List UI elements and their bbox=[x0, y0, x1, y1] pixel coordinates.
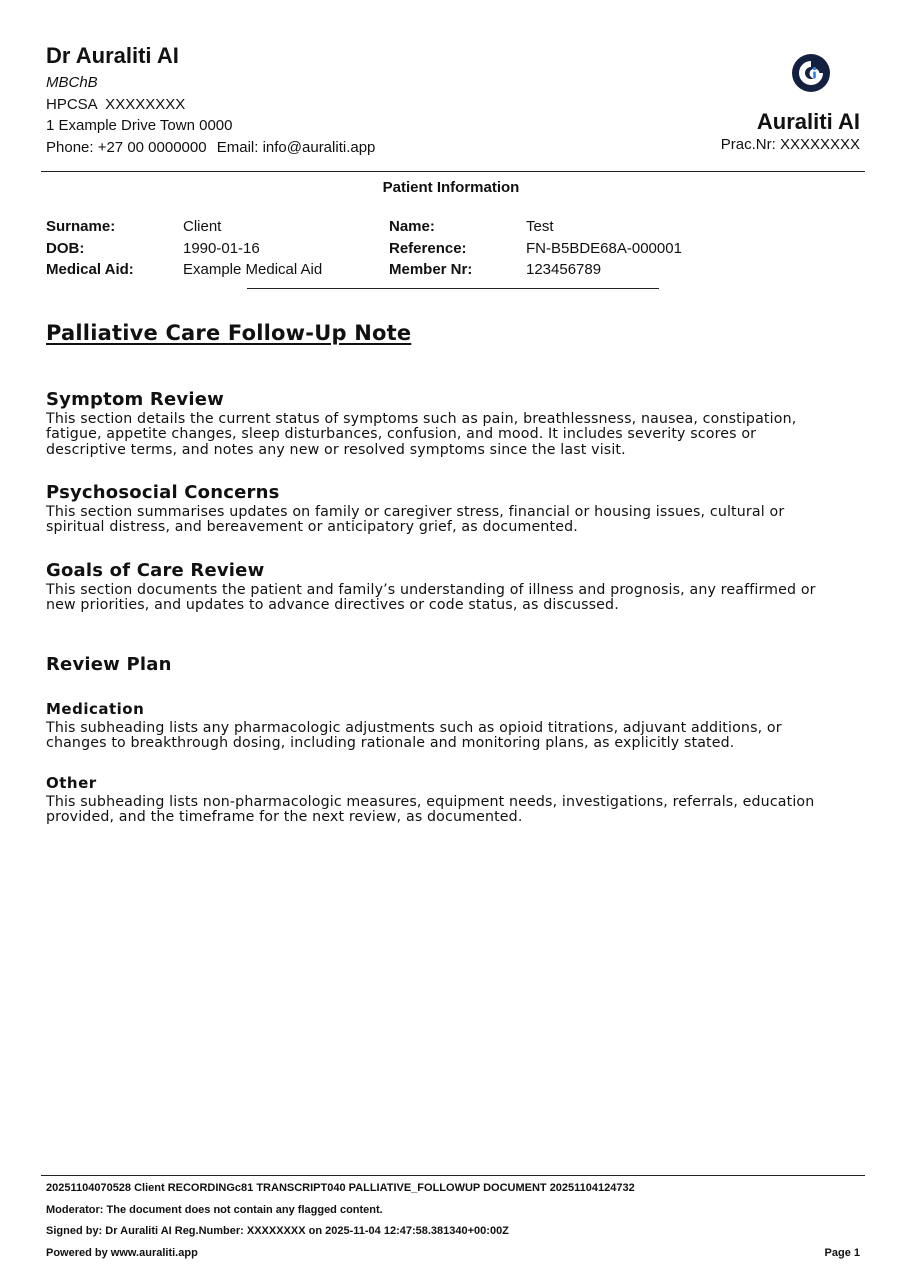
section-text bbox=[46, 795, 862, 826]
text-line: changes to breakthrough dosing, including rationale and monitoring plans, as explicitly stated. bbox=[46, 735, 735, 752]
medication-subsection bbox=[46, 699, 862, 752]
text-line: This subheading lists non-pharmacologic measures, equipment needs, investigations, referrals, education bbox=[46, 794, 815, 810]
reference-value: FN-B5BDE68A-000001 bbox=[526, 239, 682, 257]
dob-label: DOB: bbox=[46, 239, 85, 257]
surname-label: Surname: bbox=[46, 218, 116, 235]
footer-divider bbox=[41, 1175, 865, 1176]
auraliti-logo-icon bbox=[790, 52, 832, 94]
phone-number: Phone: +27 00 0000000 bbox=[46, 138, 207, 156]
name-value: Test bbox=[526, 218, 554, 235]
name-label: Name: bbox=[389, 218, 435, 235]
section-heading: Goals of Care Review bbox=[46, 560, 265, 581]
document-footer bbox=[46, 1178, 860, 1264]
text-line: fatigue, appetite changes, sleep disturbances, confusion, and mood. It includes severity scores or bbox=[46, 426, 757, 443]
signature-line: Signed by: Dr Auraliti AI Reg.Number: XXXXXXXX on 2025-11-04 12:47:58.381340+00:00Z bbox=[46, 1225, 509, 1237]
section-text bbox=[46, 412, 862, 458]
document-title: Palliative Care Follow-Up Note bbox=[46, 321, 412, 345]
note-body bbox=[46, 318, 862, 826]
practice-details bbox=[640, 40, 860, 158]
header-divider bbox=[41, 171, 865, 172]
member-nr-value: 123456789 bbox=[526, 261, 602, 278]
patient-info-table bbox=[46, 216, 746, 281]
medical-aid-label: Medical Aid: bbox=[46, 261, 134, 278]
section-text bbox=[46, 721, 862, 752]
goals-of-care-section bbox=[46, 559, 862, 614]
patient-info-divider bbox=[247, 288, 659, 289]
section-heading: Symptom Review bbox=[46, 389, 224, 410]
text-line: This subheading lists any pharmacologic adjustments such as opioid titrations, adjuvant additions, or bbox=[46, 720, 782, 736]
practice-number: Prac.Nr: XXXXXXXX bbox=[720, 136, 860, 153]
text-line: spiritual distress, and bereavement or anticipatory grief, as documented. bbox=[46, 519, 578, 536]
moderator-line: Moderator: The document does not contain any flagged content. bbox=[46, 1203, 383, 1216]
hpcsa-number: HPCSA XXXXXXXX bbox=[46, 95, 186, 113]
document-id-line: 20251104070528 Client RECORDINGc81 TRANSCRIPT040 PALLIATIVE_FOLLOWUP DOCUMENT 20251104124732 bbox=[46, 1182, 635, 1194]
text-line: This section documents the patient and family’s understanding of illness and prognosis, any reaffirmed or bbox=[46, 582, 816, 598]
section-text bbox=[46, 505, 862, 536]
document-header bbox=[46, 40, 860, 158]
text-line: provided, and the timeframe for the next review, as documented. bbox=[46, 809, 523, 826]
dob-value: 1990-01-16 bbox=[183, 239, 260, 257]
text-line: This section details the current status of symptoms such as pain, breathlessness, nausea, constipation, bbox=[46, 411, 797, 427]
review-plan-section bbox=[46, 653, 862, 677]
powered-by-link[interactable]: Powered by www.auraliti.app bbox=[46, 1246, 198, 1259]
medical-aid-value: Example Medical Aid bbox=[183, 261, 323, 278]
patient-row bbox=[46, 238, 746, 260]
doctor-qualification: MBChB bbox=[46, 74, 98, 91]
patient-row bbox=[46, 259, 746, 281]
patient-info-title: Patient Information bbox=[382, 179, 520, 196]
reference-label: Reference: bbox=[389, 239, 467, 257]
psychosocial-section bbox=[46, 481, 862, 536]
subsection-heading: Other bbox=[46, 774, 97, 792]
section-heading: Psychosocial Concerns bbox=[46, 482, 280, 503]
email-address: Email: info@auraliti.app bbox=[216, 138, 376, 156]
practice-name: Auraliti AI bbox=[756, 109, 860, 134]
symptom-review-section bbox=[46, 388, 862, 458]
contact-line bbox=[46, 137, 375, 159]
surname-value: Client bbox=[183, 218, 222, 235]
text-line: This section summarises updates on family or caregiver stress, financial or housing issues, cultural or bbox=[46, 504, 785, 520]
text-line: descriptive terms, and notes any new or resolved symptoms since the last visit. bbox=[46, 441, 626, 458]
member-nr-label: Member Nr: bbox=[389, 261, 473, 278]
section-heading: Review Plan bbox=[46, 654, 172, 675]
other-subsection bbox=[46, 773, 862, 826]
doctor-name: Dr Auraliti AI bbox=[46, 43, 179, 68]
doctor-details bbox=[46, 40, 375, 158]
page-number: Page 1 bbox=[824, 1246, 860, 1259]
patient-row bbox=[46, 216, 746, 238]
section-text bbox=[46, 583, 862, 614]
text-line: new priorities, and updates to advance directives or code status, as discussed. bbox=[46, 597, 619, 614]
subsection-heading: Medication bbox=[46, 700, 145, 718]
practice-address: 1 Example Drive Town 0000 bbox=[46, 117, 233, 134]
